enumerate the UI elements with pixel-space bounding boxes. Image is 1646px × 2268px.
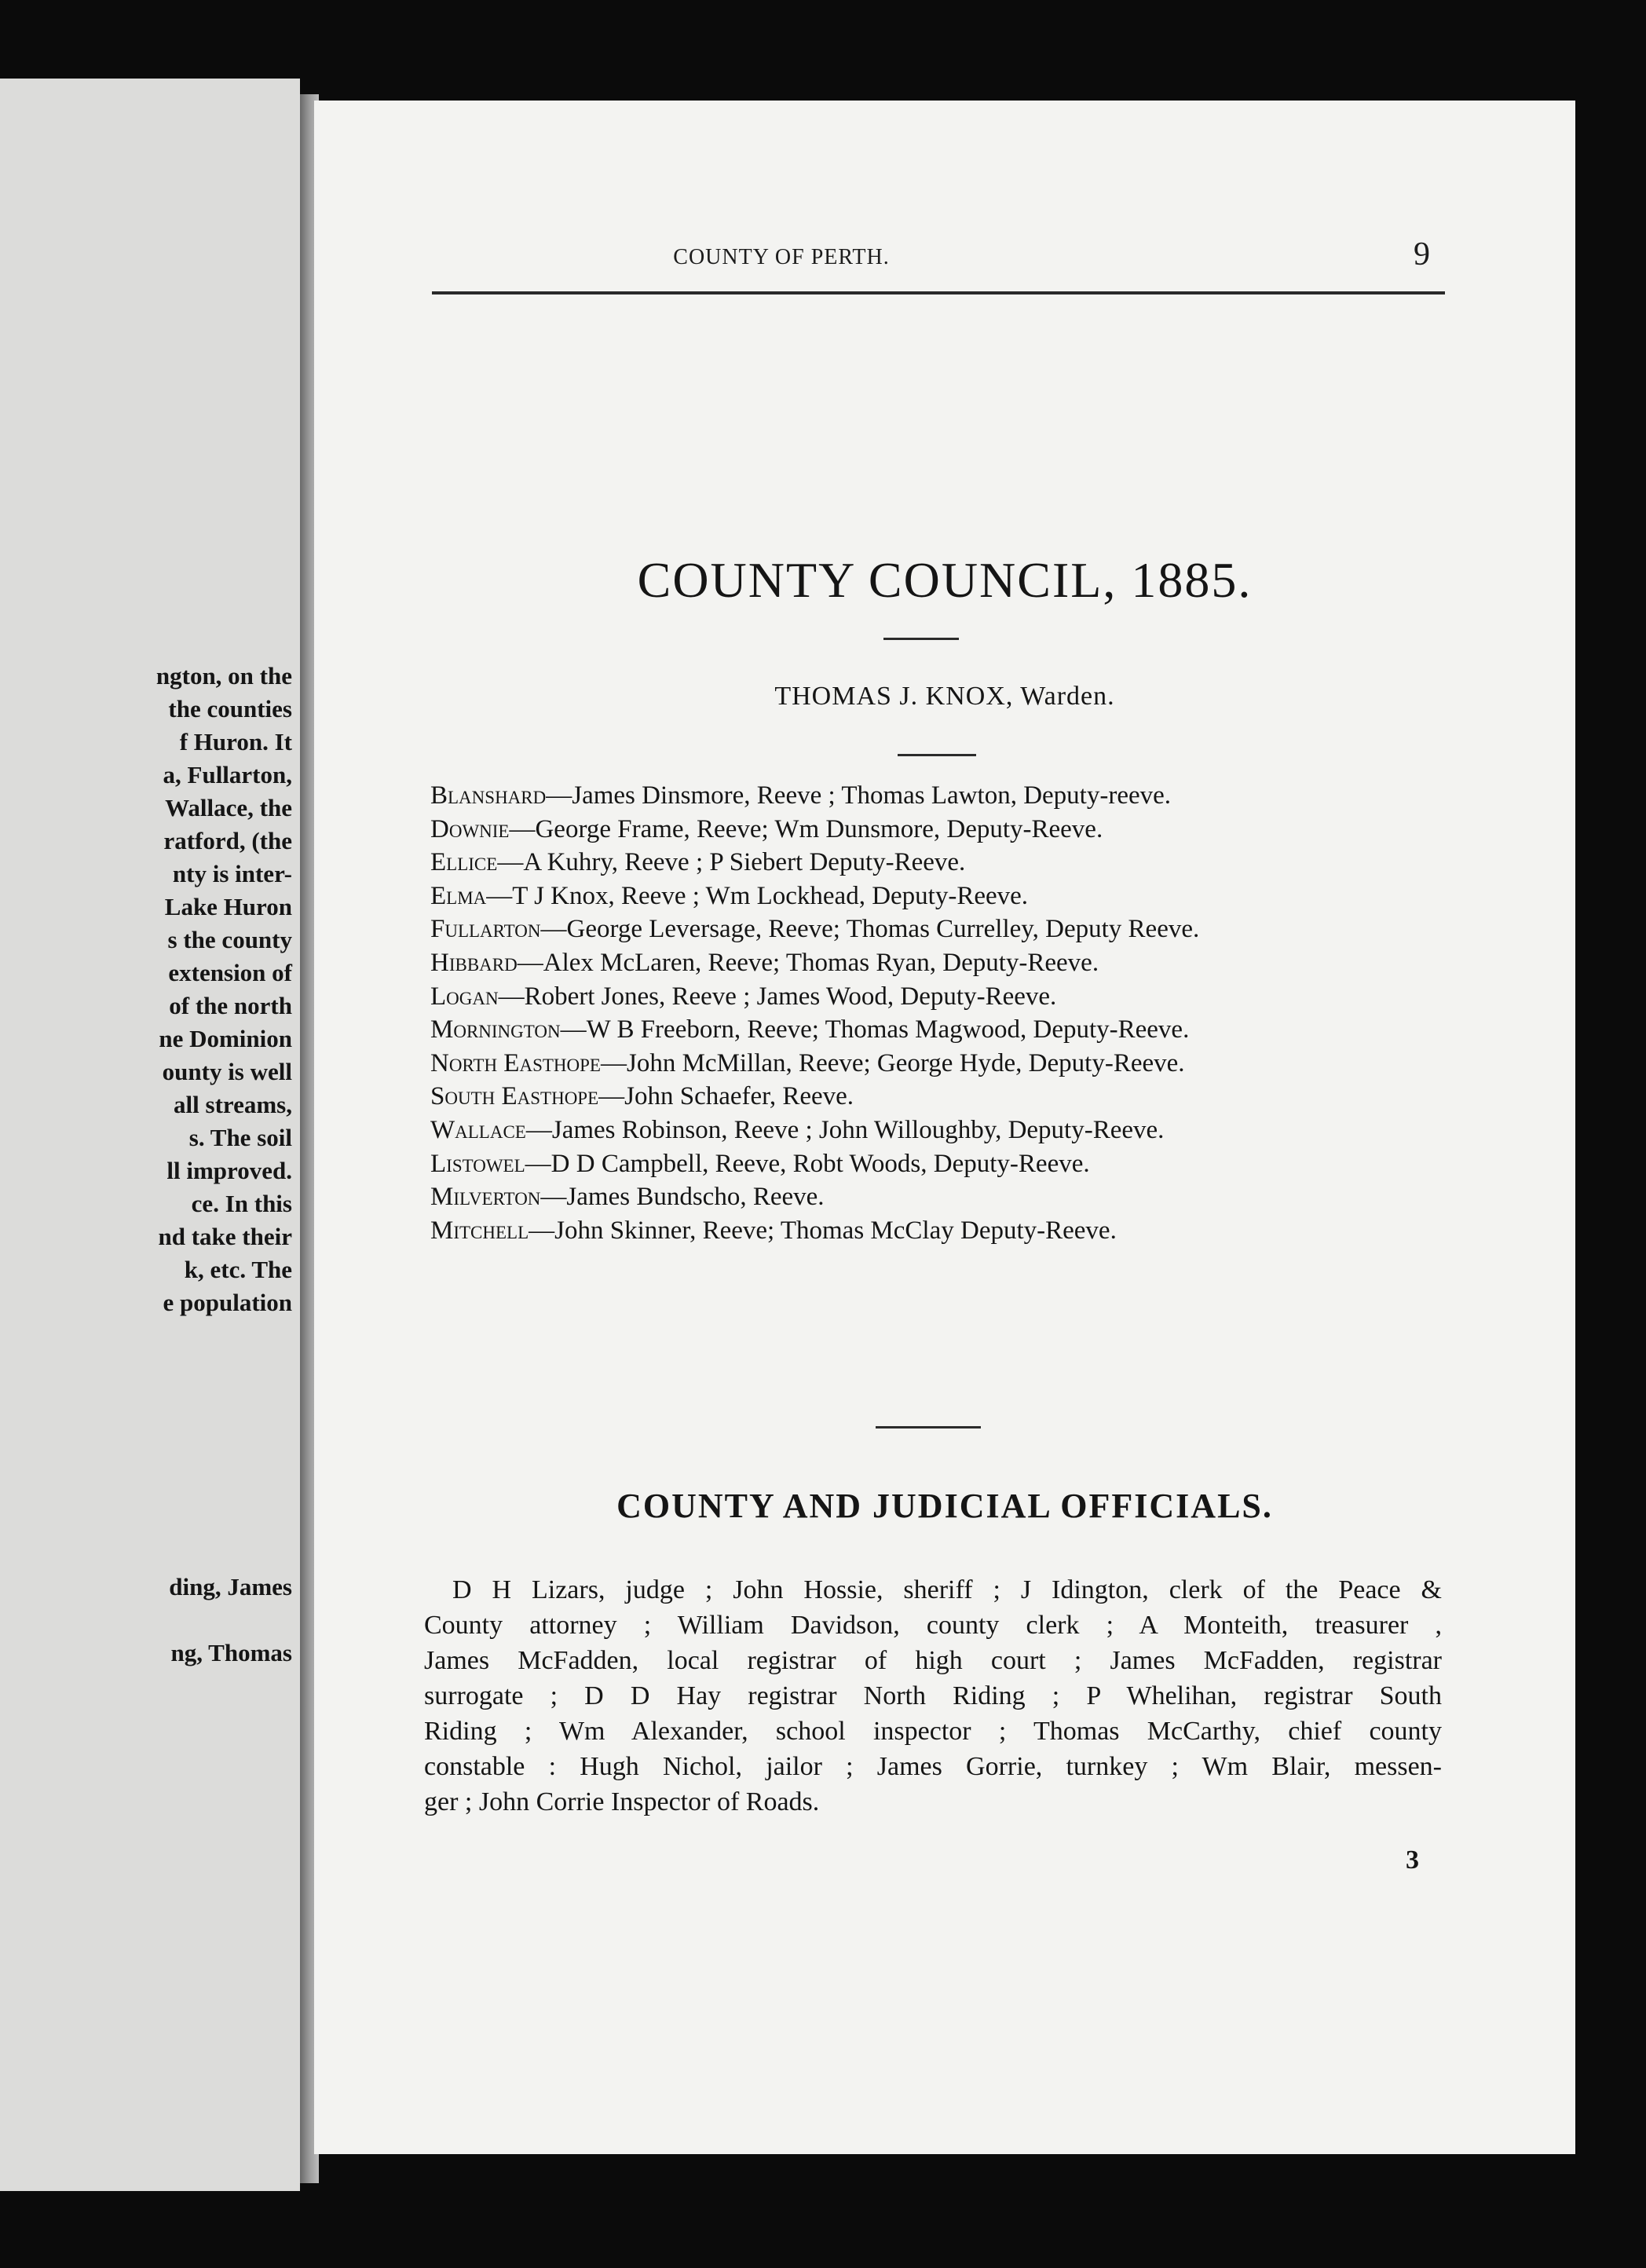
member-details: —James Robinson, Reeve ; John Willoughby, Deputy-Reeve. xyxy=(525,1115,1165,1144)
municipality-name: North Easthope xyxy=(430,1048,601,1077)
municipality-name: Hibbard xyxy=(430,948,518,977)
officials-line: James McFadden, local registrar of high court ; James McFadden, registrar xyxy=(424,1646,1442,1675)
signature-mark: 3 xyxy=(1406,1845,1419,1875)
member-details: —Alex McLaren, Reeve; Thomas Ryan, Deputy-Reeve. xyxy=(517,948,1099,977)
facing-page-line xyxy=(0,1604,292,1637)
facing-page-line: the counties xyxy=(168,695,292,722)
facing-page-line: ne Dominion xyxy=(159,1025,292,1052)
running-head: COUNTY OF PERTH. xyxy=(673,245,890,269)
facing-page-line: all streams, xyxy=(174,1091,292,1118)
warden-line xyxy=(314,682,1575,711)
facing-page-line: k, etc. The xyxy=(184,1256,292,1283)
municipality-name: Mitchell xyxy=(430,1216,529,1245)
facing-page-line: ratford, (the xyxy=(163,827,292,854)
facing-page-line: of the north xyxy=(169,992,292,1019)
member-details: —W B Freeborn, Reeve; Thomas Magwood, Deputy-Reeve. xyxy=(560,1015,1190,1044)
municipality-name: Blanshard xyxy=(430,781,547,810)
officials-line: ger ; John Corrie Inspector of Roads. xyxy=(424,1787,820,1816)
officials-line: constable : Hugh Nichol, jailor ; James Gorrie, turnkey ; Wm Blair, messen- xyxy=(424,1752,1442,1781)
member-details: —George Leversage, Reeve; Thomas Currelley, Deputy Reeve. xyxy=(540,915,1200,944)
member-details: —James Dinsmore, Reeve ; Thomas Lawton, Deputy-reeve. xyxy=(546,781,1172,810)
municipality-name: Milverton xyxy=(430,1183,541,1212)
municipality-name: Ellice xyxy=(430,848,498,877)
council-member-entry xyxy=(430,946,1451,980)
title-rule xyxy=(883,638,959,640)
member-details: —John Skinner, Reeve; Thomas McClay Deputy-Reeve. xyxy=(529,1216,1117,1245)
council-member-entry xyxy=(430,779,1451,813)
municipality-name: Wallace xyxy=(430,1115,526,1144)
facing-page-line: e population xyxy=(163,1289,292,1316)
member-details: —T J Knox, Reeve ; Wm Lockhead, Deputy-Reeve. xyxy=(486,881,1029,910)
council-member-list xyxy=(430,779,1451,1247)
section-rule xyxy=(876,1426,981,1428)
facing-page-line: s the county xyxy=(167,926,292,953)
council-member-entry xyxy=(430,1080,1451,1114)
municipality-name: Listowel xyxy=(430,1149,525,1178)
officials-line: surrogate ; D D Hay registrar North Riding ; P Whelihan, registrar South xyxy=(424,1681,1442,1710)
facing-page-line: ding, James xyxy=(169,1573,292,1600)
council-member-entry xyxy=(430,1114,1451,1147)
member-details: —D D Campbell, Reeve, Robt Woods, Deputy-Reeve. xyxy=(525,1149,1090,1178)
member-details: —John McMillan, Reeve; George Hyde, Deputy-Reeve. xyxy=(600,1048,1185,1077)
facing-page-line: Wallace, the xyxy=(165,794,292,821)
member-details: —James Bundscho, Reeve. xyxy=(540,1183,825,1212)
facing-page-line: ng, Thomas xyxy=(170,1639,292,1666)
council-member-entry xyxy=(430,813,1451,847)
facing-page-line: ll improved. xyxy=(166,1157,292,1184)
facing-page-line: ce. In this xyxy=(191,1190,292,1217)
facing-page-text-upper xyxy=(0,660,292,1319)
member-details: —A Kuhry, Reeve ; P Siebert Deputy-Reeve. xyxy=(497,848,966,877)
officials-paragraph xyxy=(424,1572,1442,1820)
municipality-name: Logan xyxy=(430,982,499,1011)
council-member-entry xyxy=(430,1214,1451,1248)
facing-page-text-lower xyxy=(0,1571,292,1670)
municipality-name: Fullarton xyxy=(430,915,541,944)
council-member-entry xyxy=(430,880,1451,913)
officials-title: COUNTY AND JUDICIAL OFFICIALS. xyxy=(616,1487,1273,1525)
page-number: 9 xyxy=(1414,236,1430,273)
facing-page-line: nty is inter- xyxy=(172,860,292,887)
member-details: —Robert Jones, Reeve ; James Wood, Deputy-Reeve. xyxy=(498,982,1057,1011)
council-member-entry xyxy=(430,1013,1451,1047)
member-details: —John Schaefer, Reeve. xyxy=(598,1082,854,1111)
officials-line: Riding ; Wm Alexander, school inspector ; Thomas McCarthy, chief county xyxy=(424,1717,1442,1746)
council-member-entry xyxy=(430,1180,1451,1214)
facing-page-line: Lake Huron xyxy=(164,893,292,920)
council-title: COUNTY COUNCIL, 1885. xyxy=(637,552,1253,608)
facing-page-line: a, Fullarton, xyxy=(163,761,292,788)
member-details: —George Frame, Reeve; Wm Dunsmore, Deputy-Reeve. xyxy=(509,814,1103,843)
municipality-name: South Easthope xyxy=(430,1082,599,1111)
municipality-name: Elma xyxy=(430,881,487,910)
municipality-name: Mornington xyxy=(430,1015,561,1044)
facing-page-line: ounty is well xyxy=(162,1058,292,1085)
facing-page-line: extension of xyxy=(168,959,292,986)
facing-page-line: ngton, on the xyxy=(155,662,292,690)
council-member-entry xyxy=(430,913,1451,946)
officials-line: D H Lizars, judge ; John Hossie, sheriff ; J Idington, clerk of the Peace & xyxy=(452,1575,1442,1604)
council-member-entry xyxy=(430,1147,1451,1181)
warden-text: THOMAS J. KNOX, Warden. xyxy=(774,682,1115,711)
council-member-entry xyxy=(430,846,1451,880)
facing-page-line: nd take their xyxy=(158,1223,292,1250)
facing-page-line: s. The soil xyxy=(188,1124,292,1151)
officials-line: County attorney ; William Davidson, county clerk ; A Monteith, treasurer , xyxy=(424,1611,1442,1640)
council-member-entry xyxy=(430,1047,1451,1081)
warden-rule xyxy=(898,754,976,756)
header-rule xyxy=(432,291,1445,294)
council-member-entry xyxy=(430,980,1451,1014)
facing-page-line: f Huron. It xyxy=(179,728,292,755)
facing-page xyxy=(0,79,300,2191)
municipality-name: Downie xyxy=(430,814,510,843)
